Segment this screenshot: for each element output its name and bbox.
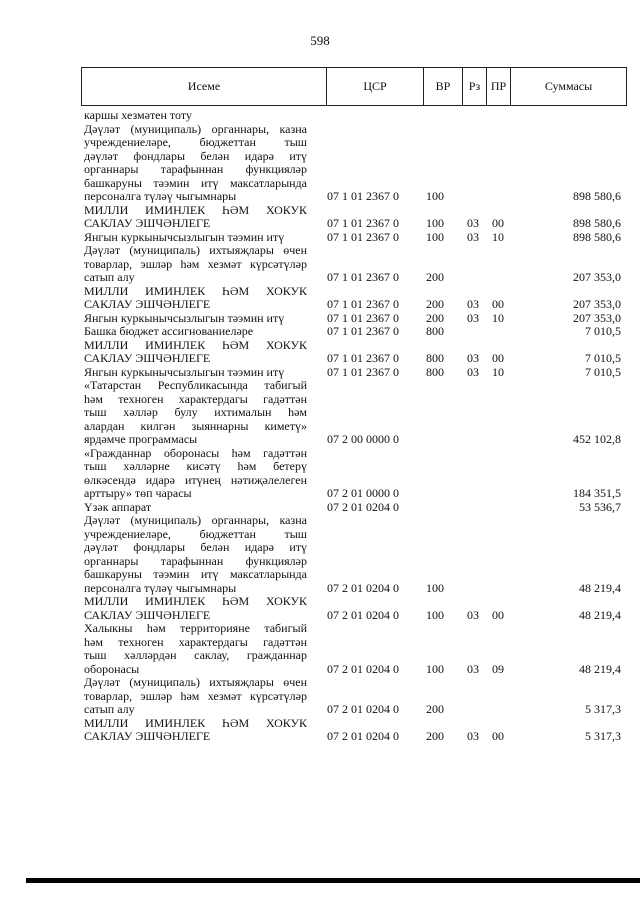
row-vr: 100 — [426, 216, 444, 230]
row-rz: 03 — [467, 351, 479, 365]
row-name-line: МИЛЛИ ИМИНЛЕК ҺӘМ ХОКУК — [84, 202, 307, 217]
row-name-line: «Татарстан Республикасында табигый — [84, 378, 307, 392]
table-row — [0, 501, 640, 515]
row-vr: 200 — [426, 297, 444, 311]
row-sum: 7 010,5 — [585, 324, 621, 338]
row-vr: 100 — [426, 580, 444, 595]
table-row — [0, 717, 640, 744]
row-rz: 03 — [467, 607, 479, 622]
row-vr: 100 — [426, 607, 444, 622]
row-sum: 7 010,5 — [585, 351, 621, 365]
row-name-line: САКЛАУ ЭШЧӘНЛЕГЕ — [84, 297, 211, 311]
row-name-line: учреждениеләре, бюджеттан тыш — [84, 526, 307, 541]
row-csr: 07 2 01 0204 0 — [327, 702, 399, 716]
row-name-line: «Гражданнар оборонасы һәм гадәттән — [84, 445, 307, 460]
row-name-line: ярдәмче программасы — [84, 432, 198, 446]
row-name-line: персоналга түләү чыгымнары — [84, 189, 237, 203]
row-name — [84, 231, 307, 245]
row-name-line: оборонасы — [84, 661, 140, 676]
row-rz: 03 — [467, 310, 479, 325]
table-row — [0, 339, 640, 366]
row-name — [84, 379, 307, 447]
header-pr: ПР — [487, 68, 511, 105]
row-vr: 800 — [426, 364, 444, 379]
table-row — [0, 514, 640, 595]
row-pr: 00 — [492, 351, 504, 365]
row-name-line: персоналга түләү чыгымнары — [84, 580, 237, 595]
row-csr: 07 2 01 0204 0 — [327, 661, 399, 676]
header-vr: ВР — [424, 68, 463, 105]
row-sum: 207 353,0 — [573, 270, 621, 284]
row-csr: 07 1 01 2367 0 — [327, 324, 399, 338]
table-row — [0, 447, 640, 501]
row-pr: 00 — [492, 729, 504, 743]
row-csr: 07 2 01 0204 0 — [327, 499, 399, 514]
row-name — [84, 366, 307, 380]
row-name-line: органнары тарафыннан функцияләр — [84, 553, 307, 568]
row-name — [84, 339, 307, 366]
row-name-line: Үзәк аппарат — [84, 499, 152, 514]
row-name — [84, 622, 307, 676]
row-name — [84, 123, 307, 204]
row-name-line: Башка бюджет ассигнованиеләре — [84, 324, 254, 338]
row-name — [84, 204, 307, 231]
table-row — [0, 312, 640, 326]
row-csr: 07 1 01 2367 0 — [327, 189, 399, 203]
row-vr: 200 — [426, 702, 444, 716]
row-vr: 100 — [426, 661, 444, 676]
table-row — [0, 622, 640, 676]
table-row — [0, 123, 640, 204]
row-sum: 452 102,8 — [573, 432, 621, 446]
row-sum: 5 317,3 — [585, 729, 621, 743]
row-sum: 184 351,5 — [573, 486, 621, 500]
row-vr: 200 — [426, 729, 444, 743]
row-csr: 07 1 01 2367 0 — [327, 229, 399, 244]
table-row — [0, 595, 640, 622]
row-name-line: Янгын куркынычсызлыгын тәэмин итү — [84, 310, 285, 325]
row-name-line: САКЛАУ ЭШЧӘНЛЕГЕ — [84, 729, 211, 743]
row-name-line: һәм техноген характердагы гадәттән — [84, 634, 307, 649]
row-name — [84, 325, 307, 339]
row-sum: 898 580,6 — [573, 229, 621, 244]
table-row — [0, 379, 640, 447]
row-name-line: Дәүләт (муниципаль) органнары, казна — [84, 513, 307, 527]
row-sum: 898 580,6 — [573, 216, 621, 230]
row-name-line: САКЛАУ ЭШЧӘНЛЕГЕ — [84, 351, 211, 365]
row-name-line: башкаруны тәэмин итү максатларында — [84, 567, 307, 581]
row-csr: 07 2 01 0204 0 — [327, 580, 399, 595]
table-row — [0, 366, 640, 380]
row-sum: 5 317,3 — [585, 702, 621, 716]
table-row — [0, 231, 640, 245]
row-name-line: башкаруны тәэмин итү максатларында — [84, 175, 307, 190]
table-row — [0, 285, 640, 312]
row-csr: 07 2 00 0000 0 — [327, 432, 399, 446]
page-number: 598 — [310, 33, 330, 48]
row-name-line: тыш хәлләрне кисәтү һәм бетерү — [84, 459, 307, 473]
row-rz: 03 — [467, 661, 479, 676]
header-rz: Рз — [463, 68, 487, 105]
row-name-line: товарлар, эшләр һәм хезмәт күрсәтүләр — [84, 688, 307, 703]
row-sum: 898 580,6 — [573, 189, 621, 203]
row-csr: 07 1 01 2367 0 — [327, 270, 399, 284]
row-name-line: сатып алу — [84, 270, 135, 284]
row-name-line: МИЛЛИ ИМИНЛЕК ҺӘМ ХОКУК — [84, 594, 307, 608]
row-name-line: һәм техноген характердагы гадәттән — [84, 391, 307, 406]
row-name-line: тыш хәлләр булу ихтималын һәм — [84, 405, 307, 419]
row-name — [84, 109, 307, 123]
table-row — [0, 204, 640, 231]
row-vr: 100 — [426, 229, 444, 244]
row-name — [84, 717, 307, 744]
row-name — [84, 285, 307, 312]
header-csr: ЦСР — [327, 68, 424, 105]
row-name-line: өлкәсендә идарә итүнең нәтиҗәлелеген — [84, 472, 307, 487]
table-header — [81, 67, 627, 106]
row-csr: 07 2 01 0204 0 — [327, 607, 399, 622]
row-name-line: Халыкны һәм территорияне табигый — [84, 621, 307, 635]
row-rz: 03 — [467, 229, 479, 244]
row-name-line: дәүләт фондлары белән идарә итү — [84, 148, 307, 163]
row-name-line: Дәүләт (муниципаль) органнары, казна — [84, 121, 307, 136]
row-name-line: учреждениеләре, бюджеттан тыш — [84, 135, 307, 149]
row-name-line: каршы хезмәтен тоту — [84, 108, 192, 122]
row-name-line: САКЛАУ ЭШЧӘНЛЕГЕ — [84, 607, 211, 622]
row-name — [84, 244, 307, 285]
row-pr: 00 — [492, 297, 504, 311]
table-row — [0, 325, 640, 339]
row-name-line: САКЛАУ ЭШЧӘНЛЕГЕ — [84, 216, 211, 230]
row-csr: 07 1 01 2367 0 — [327, 351, 399, 365]
page-bottom-edge — [26, 878, 640, 883]
row-csr: 07 1 01 2367 0 — [327, 310, 399, 325]
row-sum: 48 219,4 — [579, 607, 621, 622]
row-name-line: Дәүләт (муниципаль) ихтыяҗлары өчен — [84, 243, 307, 257]
row-vr: 800 — [426, 324, 444, 338]
row-pr: 00 — [492, 607, 504, 622]
row-name-line: алардан килгән зыяннарны киметү» — [84, 418, 307, 433]
header-sum: Суммасы — [544, 79, 593, 93]
row-name-line: органнары тарафыннан функцияләр — [84, 162, 307, 176]
row-name-line: тыш хәлләрдән саклау, гражданнар — [84, 648, 307, 662]
row-vr: 100 — [426, 189, 444, 203]
row-pr: 09 — [492, 661, 504, 676]
row-name-line: МИЛЛИ ИМИНЛЕК ҺӘМ ХОКУК — [84, 337, 307, 352]
row-pr: 10 — [492, 310, 504, 325]
header-name: Исеме — [82, 68, 327, 105]
row-name-line: сатып алу — [84, 702, 135, 716]
row-sum: 53 536,7 — [579, 499, 621, 514]
row-name-line: Янгын куркынычсызлыгын тәэмин итү — [84, 364, 285, 379]
row-vr: 200 — [426, 310, 444, 325]
row-pr: 10 — [492, 229, 504, 244]
row-name — [84, 312, 307, 326]
row-pr: 00 — [492, 216, 504, 230]
row-name-line: дәүләт фондлары белән идарә итү — [84, 540, 307, 554]
row-sum: 207 353,0 — [573, 297, 621, 311]
table-row — [0, 244, 640, 285]
row-name-line: Дәүләт (муниципаль) ихтыяҗлары өчен — [84, 675, 307, 689]
row-sum: 207 353,0 — [573, 310, 621, 325]
row-csr: 07 2 01 0000 0 — [327, 486, 399, 500]
row-name — [84, 501, 307, 515]
row-rz: 03 — [467, 297, 479, 311]
row-rz: 03 — [467, 729, 479, 743]
row-name-line: МИЛЛИ ИМИНЛЕК ҺӘМ ХОКУК — [84, 715, 307, 730]
row-vr: 800 — [426, 351, 444, 365]
row-csr: 07 2 01 0204 0 — [327, 729, 399, 743]
row-name — [84, 595, 307, 622]
row-sum: 48 219,4 — [579, 661, 621, 676]
row-sum: 7 010,5 — [585, 364, 621, 379]
row-vr: 200 — [426, 270, 444, 284]
row-name — [84, 447, 307, 501]
row-name-line: товарлар, эшләр һәм хезмәт күрсәтүләр — [84, 256, 307, 271]
table-row — [0, 676, 640, 717]
row-name — [84, 676, 307, 717]
row-csr: 07 1 01 2367 0 — [327, 297, 399, 311]
table-row — [0, 109, 640, 123]
row-name — [84, 514, 307, 595]
row-rz: 03 — [467, 364, 479, 379]
row-rz: 03 — [467, 216, 479, 230]
row-name-line: МИЛЛИ ИМИНЛЕК ҺӘМ ХОКУК — [84, 283, 307, 298]
row-pr: 10 — [492, 364, 504, 379]
row-csr: 07 1 01 2367 0 — [327, 364, 399, 379]
row-sum: 48 219,4 — [579, 580, 621, 595]
row-name-line: Янгын куркынычсызлыгын тәэмин итү — [84, 229, 285, 244]
row-name-line: арттыру» төп чарасы — [84, 486, 192, 500]
row-csr: 07 1 01 2367 0 — [327, 216, 399, 230]
